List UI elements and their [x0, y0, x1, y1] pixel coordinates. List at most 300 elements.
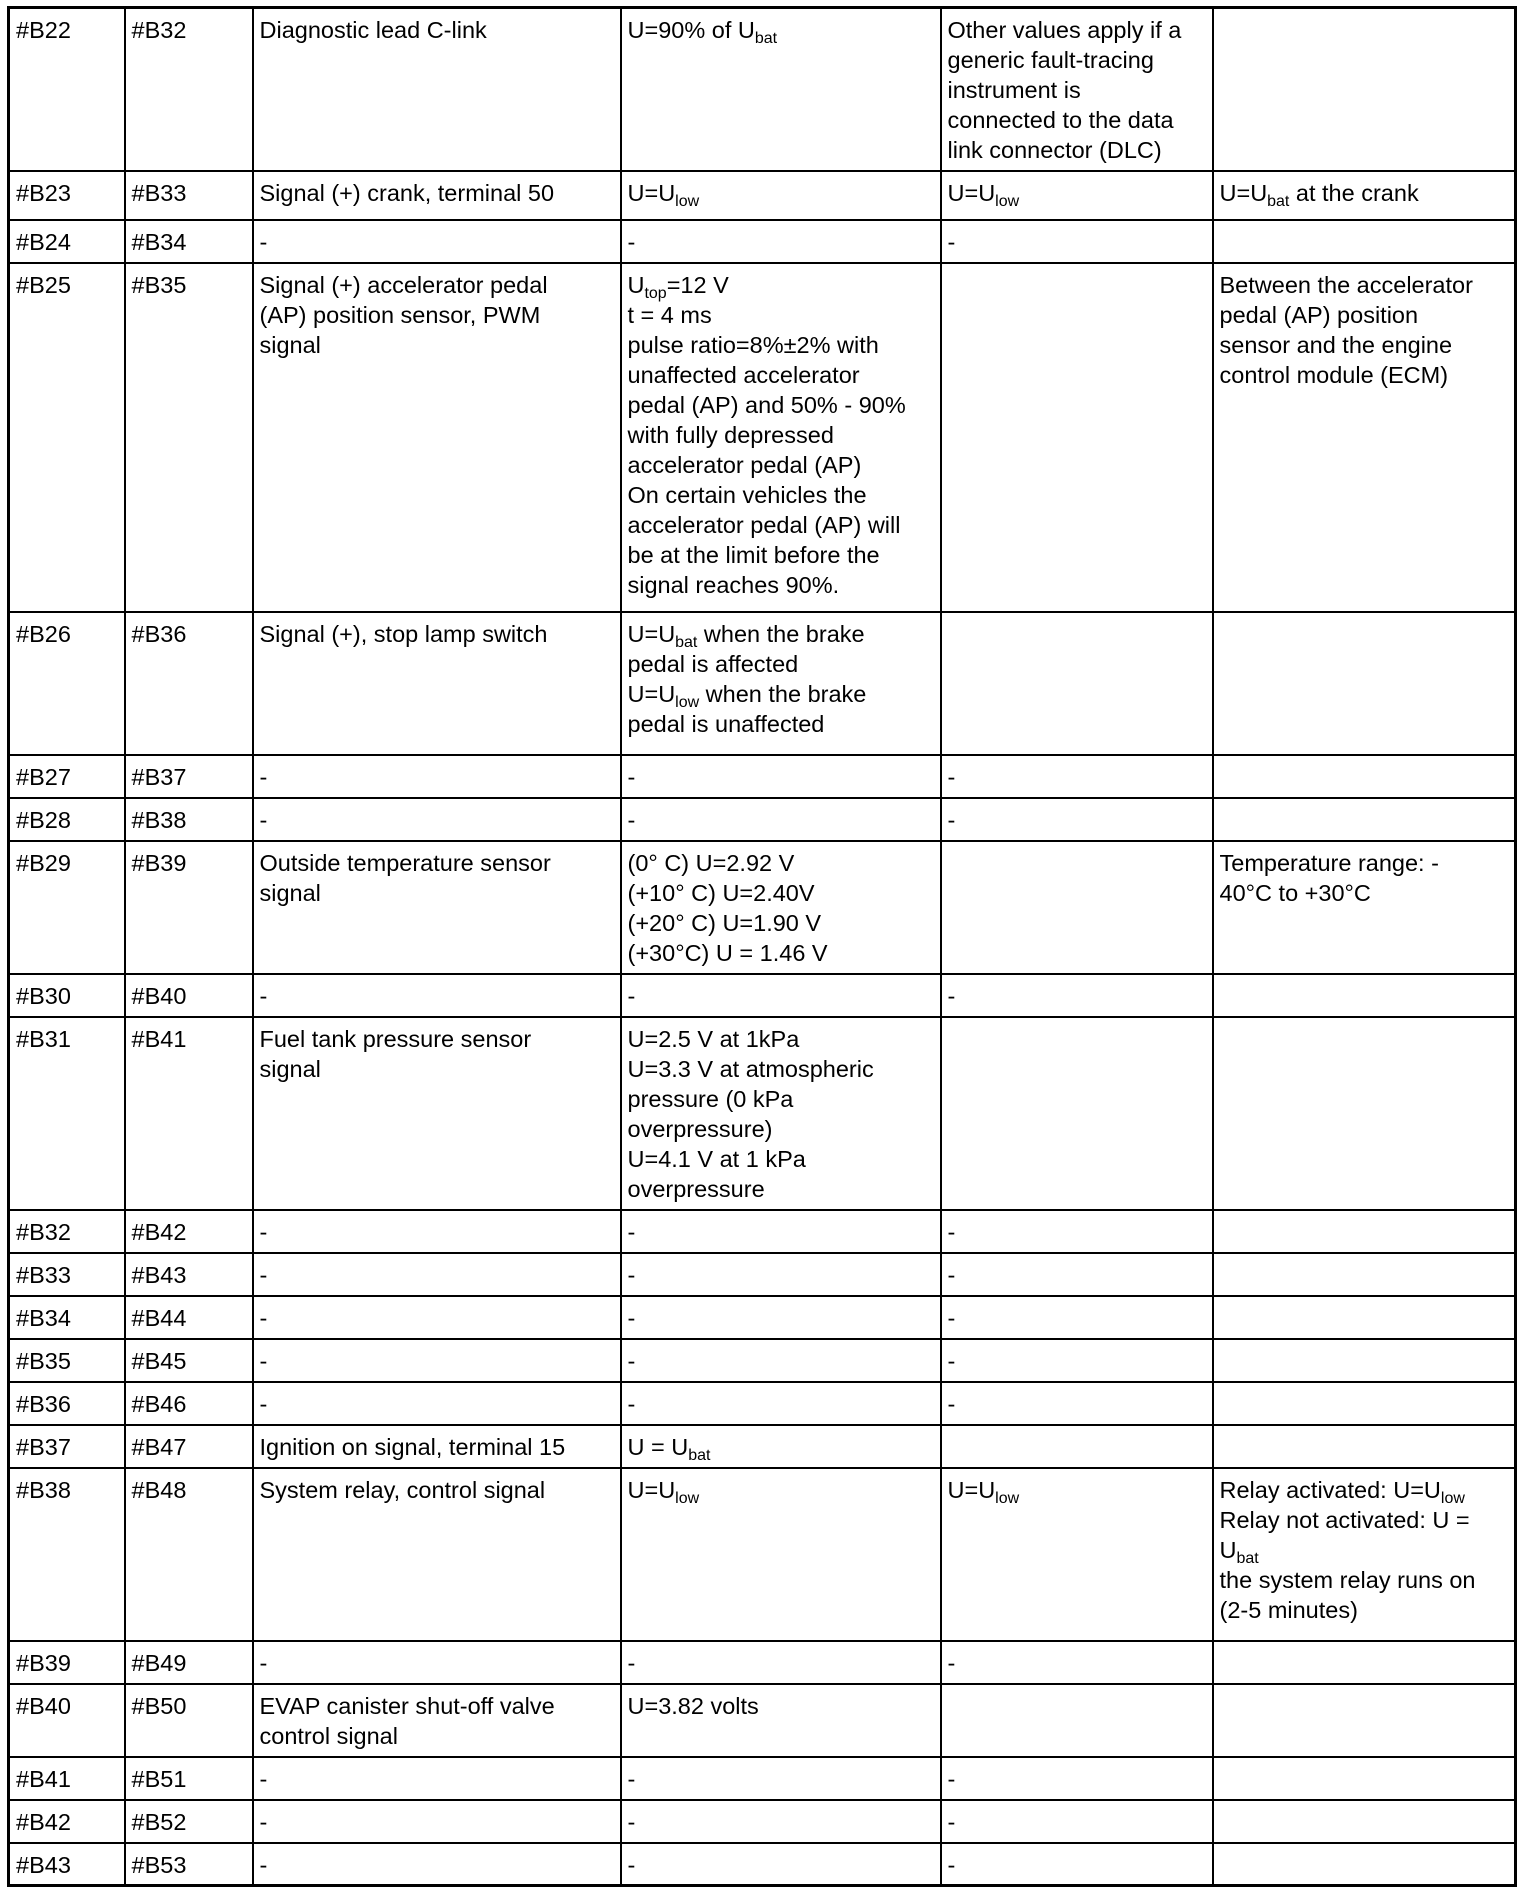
pin-b-cell: #B51 [125, 1757, 253, 1800]
value1-cell [621, 841, 941, 974]
value2-line [948, 762, 1206, 792]
description-line: EVAP canister shut-off valve [259, 1692, 555, 1719]
subscript: low [675, 1489, 700, 1507]
text-segment: U=2.5 V at 1kPa [627, 1025, 800, 1052]
text-segment: overpressure [627, 1175, 765, 1202]
text-segment: - [947, 228, 956, 255]
value2-cell [941, 612, 1213, 755]
pin-b-cell: #B36 [125, 612, 253, 755]
text-segment: =12 V [666, 271, 729, 298]
value1-line [628, 1807, 934, 1837]
value1-cell [621, 1425, 941, 1468]
text-segment: - [947, 1851, 956, 1878]
text-segment: - [947, 1261, 956, 1288]
subscript: low [995, 192, 1020, 210]
text-segment: - [947, 1390, 956, 1417]
text-segment: U [1219, 1536, 1237, 1563]
notes-line [1220, 848, 1509, 878]
description-line: Signal (+) accelerator pedal [259, 271, 548, 298]
pin-a-cell: #B24 [9, 220, 125, 263]
text-segment: Relay activated: U=U [1219, 1476, 1441, 1503]
description-line: Outside temperature sensor [259, 849, 551, 876]
value1-line [628, 762, 934, 792]
text-segment: pedal (AP) and 50% - 90% [627, 391, 906, 418]
text-segment: - [947, 1304, 956, 1331]
description-line: - [259, 982, 268, 1009]
table-row [9, 798, 1516, 841]
table-row [9, 263, 1516, 612]
text-segment: - [627, 1390, 636, 1417]
pin-b-cell: #B34 [125, 220, 253, 263]
table-row [9, 1684, 1516, 1757]
value1-cell [621, 1253, 941, 1296]
value1-line [628, 1764, 934, 1794]
text-segment: - [947, 806, 956, 833]
value1-line [628, 480, 934, 510]
value2-cell [941, 171, 1213, 220]
value1-cell [621, 1800, 941, 1843]
pin-b-cell: #B52 [125, 1800, 253, 1843]
pin-a-cell: #B31 [9, 1017, 125, 1210]
value1-line [628, 390, 934, 420]
value1-line [628, 1144, 934, 1174]
description-cell [253, 1800, 621, 1843]
subscript: bat [1236, 1549, 1259, 1567]
value1-cell [621, 1641, 941, 1684]
table-row [9, 1757, 1516, 1800]
description-line: - [259, 1218, 268, 1245]
description-cell [253, 755, 621, 798]
value2-cell [941, 8, 1213, 171]
pin-b-cell: #B40 [125, 974, 253, 1017]
table-row [9, 1253, 1516, 1296]
text-segment: (2-5 minutes) [1219, 1596, 1358, 1623]
value1-line [628, 1389, 934, 1419]
description-line: Diagnostic lead C-link [259, 17, 487, 43]
value2-line [948, 178, 1206, 208]
text-segment: sensor and the engine [1219, 331, 1453, 358]
value2-line [948, 1648, 1206, 1678]
value2-line [948, 227, 1206, 257]
text-segment: connected to the data [947, 107, 1174, 133]
text-segment: - [627, 1808, 636, 1835]
text-segment: pedal (AP) position [1219, 301, 1419, 328]
text-segment: with fully depressed [627, 421, 834, 448]
value1-cell [621, 798, 941, 841]
value2-line [948, 1260, 1206, 1290]
pin-a-cell: #B33 [9, 1253, 125, 1296]
value1-line [628, 1084, 934, 1114]
text-segment: instrument is [947, 77, 1081, 103]
value1-line [628, 649, 934, 679]
value2-line [948, 1346, 1206, 1376]
text-segment: - [627, 982, 636, 1009]
pin-a-cell: #B35 [9, 1339, 125, 1382]
subscript: low [675, 192, 700, 210]
text-segment: accelerator pedal (AP) [627, 451, 862, 478]
text-segment: - [627, 806, 636, 833]
pin-b-cell: #B32 [125, 8, 253, 171]
pin-a-cell: #B34 [9, 1296, 125, 1339]
pin-b-cell: #B38 [125, 798, 253, 841]
text-segment: U=U [627, 1476, 676, 1503]
description-cell [253, 171, 621, 220]
table-row [9, 1843, 1516, 1886]
text-segment: - [627, 1649, 636, 1676]
notes-cell [1213, 755, 1516, 798]
notes-cell [1213, 974, 1516, 1017]
value1-cell [621, 974, 941, 1017]
value2-cell [941, 1684, 1213, 1757]
value2-line [948, 105, 1206, 135]
text-segment: Relay not activated: U = [1219, 1506, 1470, 1533]
text-segment: U=U [1219, 179, 1268, 206]
table-row [9, 1425, 1516, 1468]
value1-cell [621, 612, 941, 755]
value1-line [628, 619, 934, 649]
pin-a-cell: #B41 [9, 1757, 125, 1800]
text-segment: pedal is affected [627, 650, 799, 677]
value1-line [628, 848, 934, 878]
description-line: Ignition on signal, terminal 15 [259, 1433, 566, 1460]
notes-cell [1213, 1468, 1516, 1641]
pin-a-cell: #B38 [9, 1468, 125, 1641]
value2-line [948, 1850, 1206, 1880]
text-segment: when the brake [697, 620, 865, 647]
description-line: - [259, 806, 268, 833]
pin-b-cell: #B39 [125, 841, 253, 974]
text-segment: - [627, 763, 636, 790]
text-segment: control module (ECM) [1219, 361, 1449, 388]
table-row [9, 1296, 1516, 1339]
description-line: signal [259, 879, 321, 906]
notes-cell [1213, 1425, 1516, 1468]
value1-line [628, 679, 934, 709]
table-row [9, 755, 1516, 798]
notes-cell [1213, 1253, 1516, 1296]
pin-b-cell: #B53 [125, 1843, 253, 1886]
value2-cell [941, 1843, 1213, 1886]
description-line: signal [259, 331, 321, 358]
table-row [9, 1800, 1516, 1843]
notes-cell [1213, 1296, 1516, 1339]
description-line: - [259, 228, 268, 255]
pin-a-cell: #B25 [9, 263, 125, 612]
value1-cell [621, 1468, 941, 1641]
notes-cell [1213, 220, 1516, 263]
value1-cell [621, 755, 941, 798]
table-row [9, 1641, 1516, 1684]
text-segment: - [627, 1347, 636, 1374]
notes-line [1220, 178, 1509, 208]
description-line: - [259, 1261, 268, 1288]
pin-a-cell: #B28 [9, 798, 125, 841]
text-segment: at the crank [1289, 179, 1419, 206]
notes-cell [1213, 798, 1516, 841]
value1-line [628, 1850, 934, 1880]
value1-line [628, 1114, 934, 1144]
value2-cell [941, 1468, 1213, 1641]
text-segment: On certain vehicles the [627, 481, 867, 508]
pin-b-cell: #B42 [125, 1210, 253, 1253]
text-segment: - [947, 1765, 956, 1792]
value1-cell [621, 220, 941, 263]
description-line: - [259, 763, 268, 790]
pin-a-cell: #B22 [9, 8, 125, 171]
value1-line [628, 15, 934, 45]
notes-cell [1213, 1017, 1516, 1210]
text-segment: - [627, 228, 636, 255]
value1-line [628, 540, 934, 570]
pin-a-cell: #B23 [9, 171, 125, 220]
value1-line [628, 1346, 934, 1376]
text-segment: U=3.3 V at atmospheric [627, 1055, 874, 1082]
description-line: Signal (+) crank, terminal 50 [259, 179, 555, 206]
value1-line [628, 1174, 934, 1204]
pin-b-cell: #B43 [125, 1253, 253, 1296]
pin-b-cell: #B33 [125, 171, 253, 220]
notes-cell [1213, 1382, 1516, 1425]
value2-cell [941, 1296, 1213, 1339]
text-segment: U=U [627, 179, 676, 206]
text-segment: U=U [947, 1476, 996, 1503]
description-cell [253, 1253, 621, 1296]
value1-cell [621, 1382, 941, 1425]
value2-cell [941, 1800, 1213, 1843]
text-segment: when the brake [699, 680, 867, 707]
subscript: top [644, 284, 667, 302]
table-row [9, 1210, 1516, 1253]
value1-line [628, 1432, 934, 1462]
subscript: low [675, 693, 700, 711]
pin-a-cell: #B43 [9, 1843, 125, 1886]
pin-a-cell: #B27 [9, 755, 125, 798]
subscript: bat [688, 1446, 711, 1464]
table-row [9, 1339, 1516, 1382]
notes-cell [1213, 1641, 1516, 1684]
description-cell [253, 1684, 621, 1757]
text-segment: - [947, 982, 956, 1009]
value2-cell [941, 1757, 1213, 1800]
text-segment: U=90% of U [627, 17, 755, 43]
pin-b-cell: #B45 [125, 1339, 253, 1382]
text-segment: 40°C to +30°C [1219, 879, 1371, 906]
text-segment: Between the accelerator [1219, 271, 1473, 298]
value1-line [628, 878, 934, 908]
notes-cell [1213, 1800, 1516, 1843]
value1-cell [621, 1684, 941, 1757]
pin-b-cell: #B41 [125, 1017, 253, 1210]
value1-line [628, 1303, 934, 1333]
notes-cell [1213, 1339, 1516, 1382]
value2-cell [941, 1339, 1213, 1382]
value1-line [628, 908, 934, 938]
value1-cell [621, 1757, 941, 1800]
value1-cell [621, 171, 941, 220]
table-row [9, 1017, 1516, 1210]
value2-line [948, 1807, 1206, 1837]
notes-line [1220, 1475, 1509, 1505]
value2-line [948, 45, 1206, 75]
pin-b-cell: #B37 [125, 755, 253, 798]
value2-line [948, 135, 1206, 165]
table-row [9, 841, 1516, 974]
notes-cell [1213, 263, 1516, 612]
pin-a-cell: #B39 [9, 1641, 125, 1684]
value2-line [948, 805, 1206, 835]
text-segment: - [947, 1649, 956, 1676]
text-segment: U=U [947, 179, 996, 206]
pin-b-cell: #B47 [125, 1425, 253, 1468]
description-cell [253, 263, 621, 612]
description-cell [253, 1468, 621, 1641]
notes-line [1220, 1595, 1509, 1625]
description-line: - [259, 1304, 268, 1331]
description-cell [253, 1339, 621, 1382]
value1-line [628, 805, 934, 835]
value2-cell [941, 841, 1213, 974]
text-segment: pressure (0 kPa [627, 1085, 794, 1112]
table-row [9, 612, 1516, 755]
notes-line [1220, 360, 1509, 390]
subscript: low [1440, 1489, 1465, 1507]
text-segment: Temperature range: - [1219, 849, 1439, 876]
value2-cell [941, 220, 1213, 263]
notes-cell [1213, 841, 1516, 974]
value2-cell [941, 755, 1213, 798]
value2-cell [941, 1382, 1213, 1425]
table-row [9, 1468, 1516, 1641]
value2-line [948, 15, 1206, 45]
text-segment: (+10° C) U=2.40V [627, 879, 815, 906]
text-segment: - [947, 1808, 956, 1835]
value1-cell [621, 1843, 941, 1886]
text-segment: unaffected accelerator [627, 361, 860, 388]
description-cell [253, 1757, 621, 1800]
value1-line [628, 1217, 934, 1247]
value1-line [628, 360, 934, 390]
text-segment: - [947, 763, 956, 790]
notes-cell [1213, 1757, 1516, 1800]
text-segment: pedal is unaffected [627, 710, 825, 737]
text-segment: - [947, 1218, 956, 1245]
value2-cell [941, 1017, 1213, 1210]
value1-line [628, 420, 934, 450]
text-segment: - [627, 1765, 636, 1792]
description-line: Signal (+), stop lamp switch [259, 620, 548, 647]
value2-cell [941, 1641, 1213, 1684]
text-segment: - [947, 1347, 956, 1374]
value1-cell [621, 263, 941, 612]
value2-line [948, 981, 1206, 1011]
text-segment: link connector (DLC) [947, 137, 1162, 163]
value1-line [628, 981, 934, 1011]
text-segment: - [627, 1304, 636, 1331]
description-line: System relay, control signal [259, 1476, 546, 1503]
pin-a-cell: #B40 [9, 1684, 125, 1757]
value1-line [628, 1648, 934, 1678]
description-line: - [259, 1347, 268, 1374]
text-segment: - [627, 1218, 636, 1245]
notes-line [1220, 300, 1509, 330]
value1-line [628, 1054, 934, 1084]
description-cell [253, 220, 621, 263]
value2-line [948, 1303, 1206, 1333]
notes-line [1220, 330, 1509, 360]
pin-a-cell: #B36 [9, 1382, 125, 1425]
text-segment: - [627, 1261, 636, 1288]
notes-cell [1213, 1684, 1516, 1757]
text-segment: U = U [627, 1433, 689, 1460]
subscript: bat [1267, 192, 1290, 210]
value1-line [628, 300, 934, 330]
text-segment: (0° C) U=2.92 V [627, 849, 795, 876]
text-segment: (+30°C) U = 1.46 V [627, 939, 828, 966]
text-segment: t = 4 ms [627, 301, 712, 328]
value2-line [948, 1217, 1206, 1247]
description-cell [253, 1017, 621, 1210]
value1-line [628, 450, 934, 480]
description-cell [253, 841, 621, 974]
value1-cell [621, 1296, 941, 1339]
description-line: - [259, 1765, 268, 1792]
description-cell [253, 1641, 621, 1684]
notes-cell [1213, 1843, 1516, 1886]
pin-b-cell: #B48 [125, 1468, 253, 1641]
pin-b-cell: #B49 [125, 1641, 253, 1684]
value1-line [628, 1691, 934, 1721]
description-cell [253, 1843, 621, 1886]
description-line: (AP) position sensor, PWM [259, 301, 541, 328]
subscript: bat [675, 633, 698, 651]
text-segment: signal reaches 90%. [627, 571, 840, 598]
value1-cell [621, 8, 941, 171]
pin-table [7, 6, 1517, 1887]
pin-a-cell: #B26 [9, 612, 125, 755]
text-segment: pulse ratio=8%±2% with [627, 331, 879, 358]
value1-line [628, 1024, 934, 1054]
value1-line [628, 330, 934, 360]
description-cell [253, 1425, 621, 1468]
description-line: Fuel tank pressure sensor [259, 1025, 532, 1052]
value1-line [628, 178, 934, 208]
value1-line [628, 570, 934, 600]
notes-line [1220, 270, 1509, 300]
notes-line [1220, 1565, 1509, 1595]
pin-table-body [9, 8, 1516, 1886]
value1-line [628, 938, 934, 968]
value1-cell [621, 1017, 941, 1210]
description-cell [253, 798, 621, 841]
description-line: - [259, 1808, 268, 1835]
notes-line [1220, 878, 1509, 908]
text-segment: be at the limit before the [627, 541, 880, 568]
value1-cell [621, 1210, 941, 1253]
value1-line [628, 270, 934, 300]
pin-b-cell: #B44 [125, 1296, 253, 1339]
pin-b-cell: #B50 [125, 1684, 253, 1757]
table-row [9, 171, 1516, 220]
value2-cell [941, 1425, 1213, 1468]
notes-cell [1213, 8, 1516, 171]
value2-line [948, 1389, 1206, 1419]
value2-cell [941, 798, 1213, 841]
value2-cell [941, 1253, 1213, 1296]
value1-line [628, 1260, 934, 1290]
value1-line [628, 227, 934, 257]
value1-line [628, 709, 934, 739]
text-segment: - [627, 1851, 636, 1878]
